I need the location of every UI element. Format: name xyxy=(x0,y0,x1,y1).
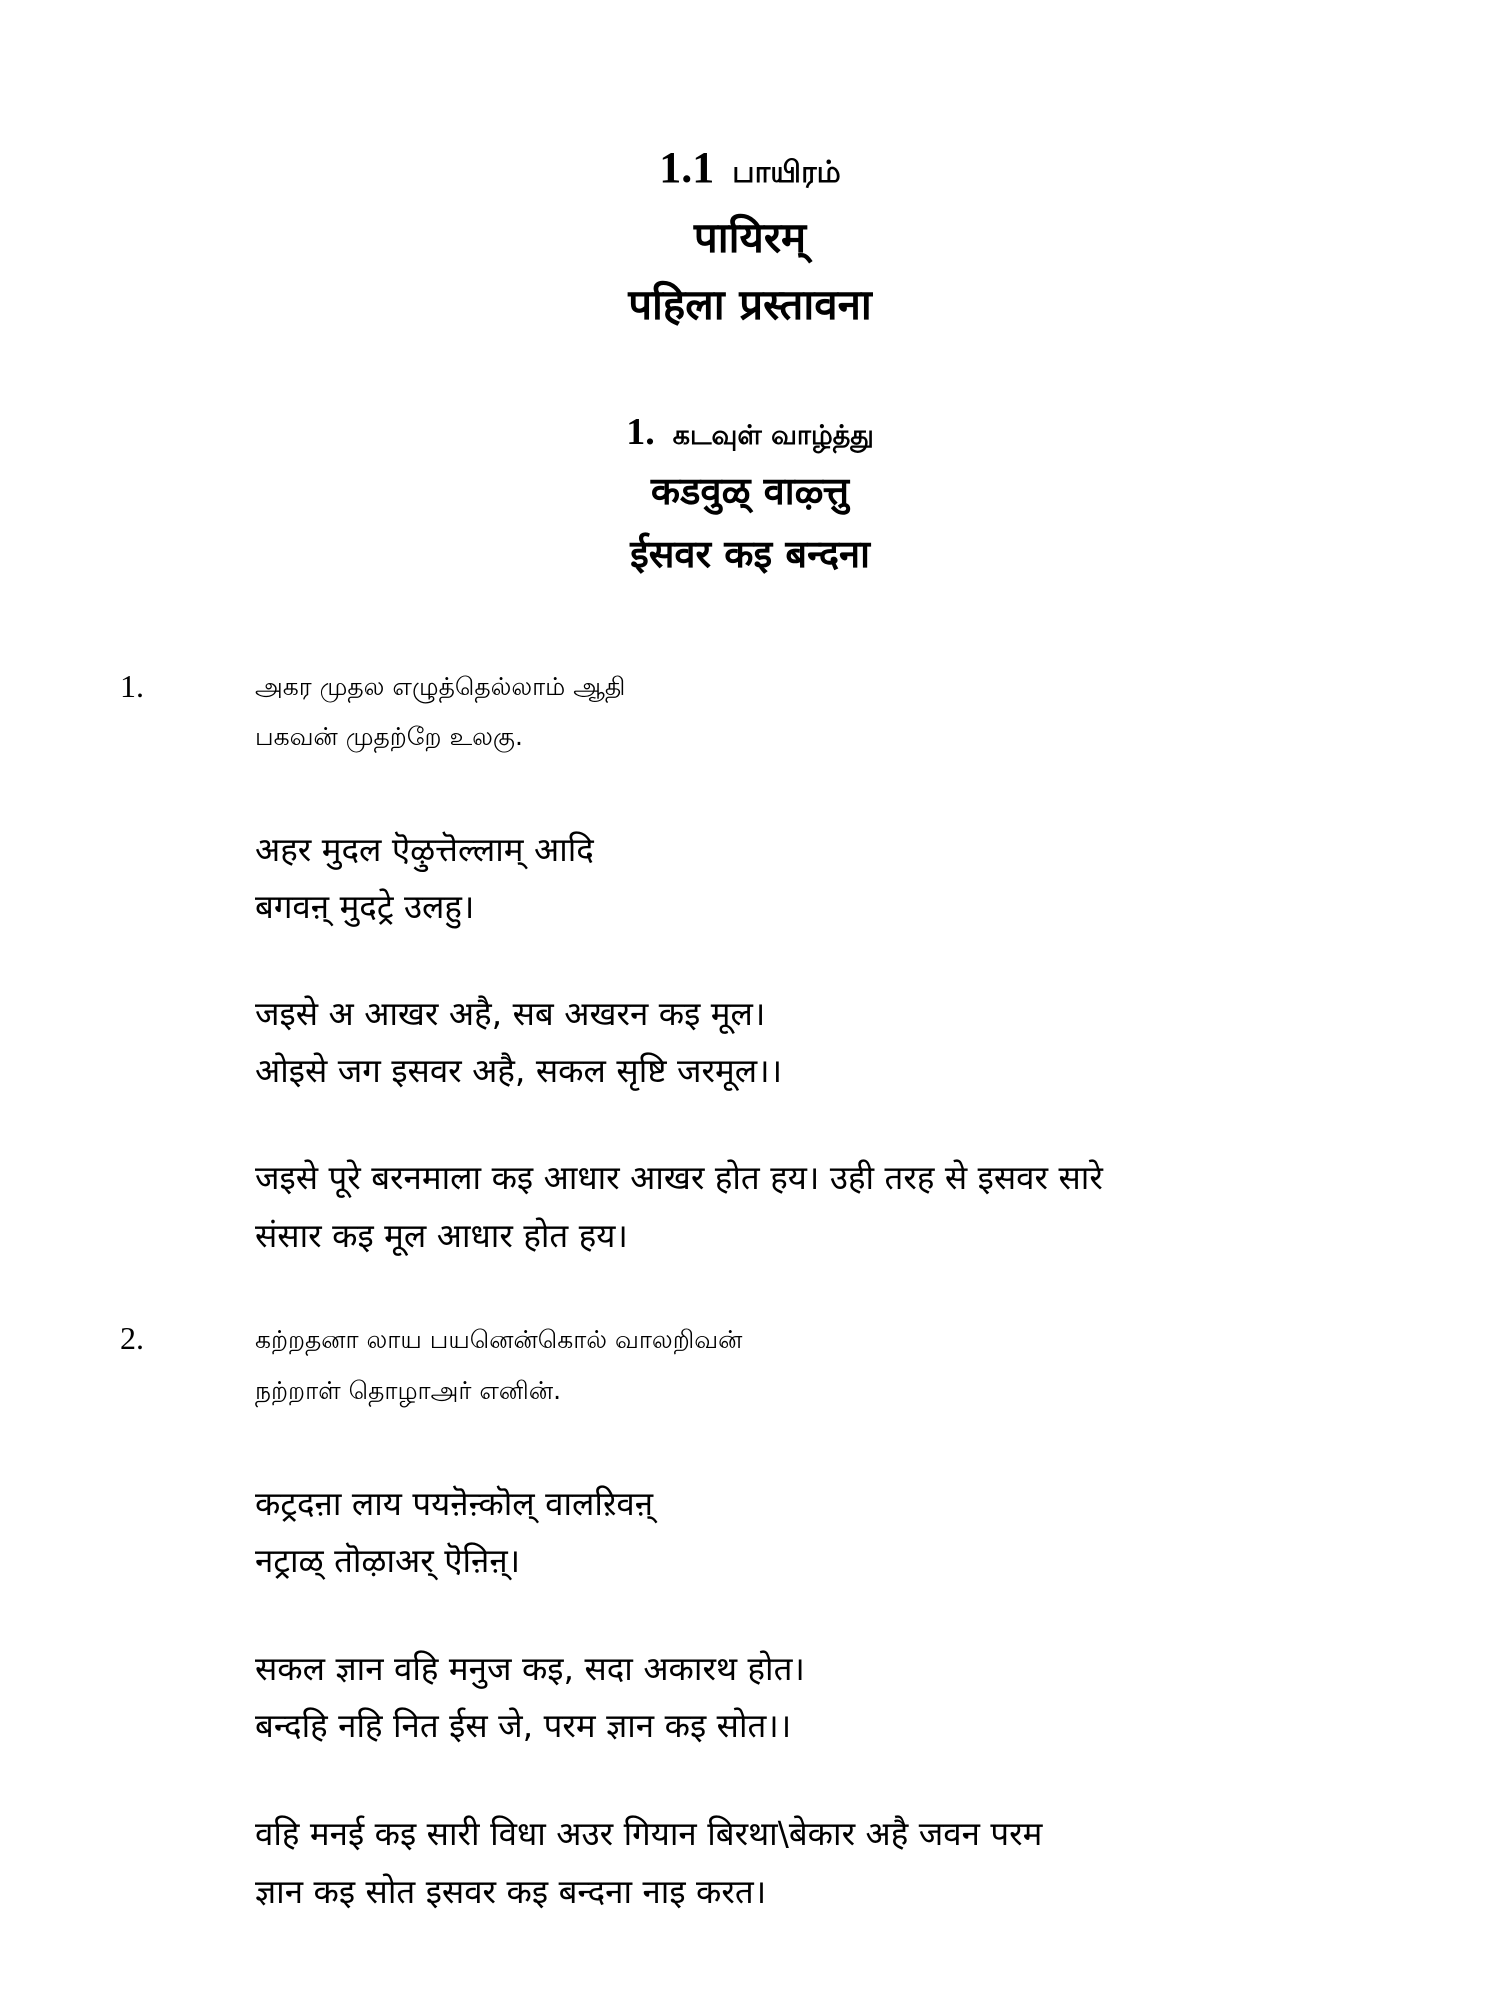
verse-prose-line: वहि मनई कइ सारी विधा अउर गियान बिरथा\बेकार अहै जवन परम xyxy=(255,1814,1043,1853)
verse-prose-line: संसार कइ मूल आधार होत हय। xyxy=(255,1216,628,1255)
chapter-title-tamil: பாயிரம் xyxy=(732,155,841,190)
verse-couplet-line: ओइसे जग इसवर अहै, सकल सृष्टि जरमूल।। xyxy=(255,1051,783,1090)
verse-couplet-line: सकल ज्ञान वहि मनुज कइ, सदा अकारथ होत। xyxy=(255,1649,805,1688)
chapter-title-transliteration: पायिरम् xyxy=(693,213,807,262)
verse-number: 2. xyxy=(120,1320,144,1356)
section-title-hindi: ईसवर कइ बन्दना xyxy=(630,532,870,576)
section-title-transliteration: कडवुळ् वाऴ्त्तु xyxy=(650,469,850,513)
verse-transliteration-line: कट्रदऩा लाय पयऩॆऩ्कॊल् वालऱिवऩ् xyxy=(255,1484,654,1523)
section-heading xyxy=(0,410,1500,455)
chapter-heading xyxy=(0,142,1500,194)
section-title-tamil: கடவுள் வாழ்த்து xyxy=(672,420,874,451)
verse-transliteration-line: नट्राळ् तॊऴाअर् ऎऩिऩ्। xyxy=(255,1541,521,1580)
verse-tamil-line: பகவன் முதற்றே உலகு. xyxy=(255,722,523,751)
verse-couplet-line: जइसे अ आखर अहै, सब अखरन कइ मूल। xyxy=(255,994,766,1033)
verse-tamil-line: நற்றாள் தொழாஅர் எனின். xyxy=(255,1376,562,1405)
chapter-number: 1.1 xyxy=(659,143,715,192)
verse-prose-line: ज्ञान कइ सोत इसवर कइ बन्दना नाइ करत। xyxy=(255,1872,767,1911)
verse-prose-line: जइसे पूरे बरनमाला कइ आधार आखर होत हय। उही तरह से इसवर सारे xyxy=(255,1158,1103,1197)
verse-couplet-line: बन्दहि नहि नित ईस जे, परम ज्ञान कइ सोत।। xyxy=(255,1706,792,1745)
verse-transliteration-line: अहर मुदल ऎऴुत्तॆल्लाम् आदि xyxy=(255,830,594,869)
verse-transliteration-line: बगवऩ् मुदट्रे उलहु। xyxy=(255,887,475,926)
verse-tamil-line: அகர முதல எழுத்தெல்லாம் ஆதி xyxy=(255,672,626,701)
verse-tamil-line: கற்றதனா லாய பயனென்கொல் வாலறிவன் xyxy=(255,1325,743,1354)
section-number: 1. xyxy=(626,411,655,453)
chapter-title-hindi: पहिला प्रस्तावना xyxy=(628,280,872,329)
verse-number: 1. xyxy=(120,668,144,704)
